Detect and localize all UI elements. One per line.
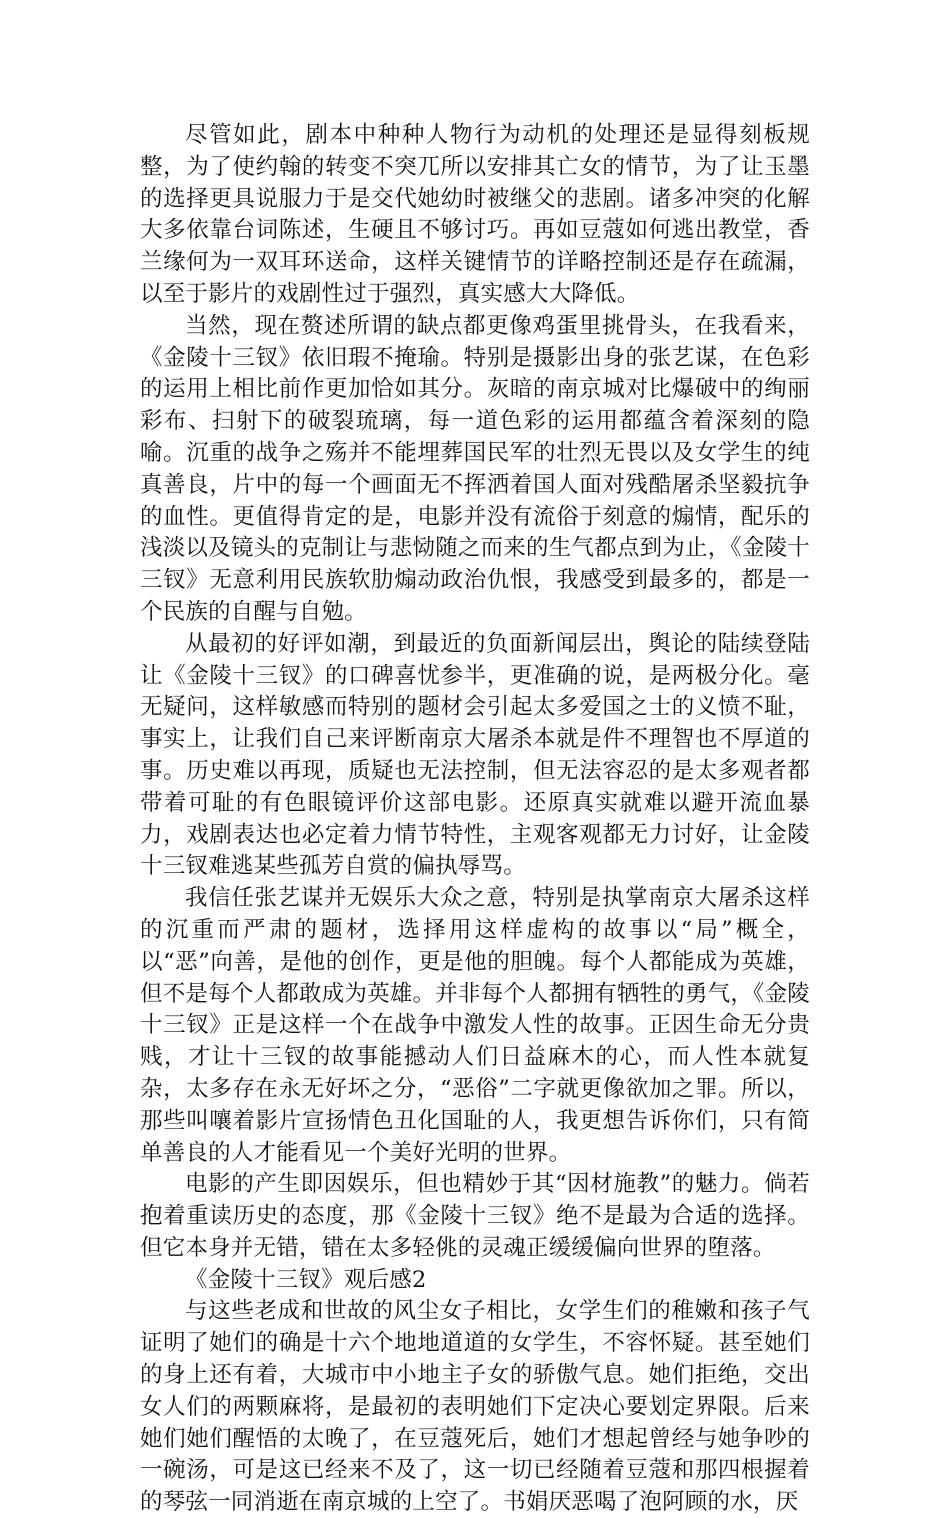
body-paragraph: 当然，现在赘述所谓的缺点都更像鸡蛋里挑骨头，在我看来，《金陵十三钗》依旧瑕不掩瑜。特别是摄影出身的张艺谋，在色彩的运用上相比前作更加恰如其分。灰暗的南京城对比爆破中的绚丽彩布、扫射下的破裂琉璃，每一道色彩的运用都蕴含着深刻的隐喻。沉重的战争之殇并不能埋葬国民军的壮烈无畏以及女学生的纯真善良，片中的每一个画面无不挥洒着国人面对残酷屠杀坚毅抗争的血性。更值得肯定的是，电影并没有流俗于刻意的煽情，配乐的浅淡以及镜头的克制让与悲恸随之而来的生气都点到为止，《金陵十三钗》无意利用民族软肋煽动政治仇恨，我感受到最多的，都是一个民族的自醒与自勉。 — [140, 312, 810, 625]
body-paragraph: 从最初的好评如潮，到最近的负面新闻层出，舆论的陆续登陆让《金陵十三钗》的口碑喜忧参半，更准确的说，是两极分化。毫无疑问，这样敏感而特别的题材会引起太多爱国之士的义愤不耻，事实上，让我们自己来评断南京大屠杀本就是件不理智也不厚道的事。历史难以再现，质疑也无法控制，但无法容忍的是太多观者都带着可耻的有色眼镜评价这部电影。还原真实就难以避开流血暴力，戏剧表达也必定着力情节特性，主观客观都无力讨好，让金陵十三钗难逃某些孤芳自赏的偏执辱骂。 — [140, 630, 810, 880]
document-page — [140, 120, 810, 1519]
body-paragraph: 尽管如此，剧本中种种人物行为动机的处理还是显得刻板规整，为了使约翰的转变不突兀所以安排其亡女的情节，为了让玉墨的选择更具说服力于是交代她幼时被继父的悲剧。诸多冲突的化解大多依靠台词陈述，生硬且不够讨巧。再如豆蔻如何逃出教堂，香兰缘何为一双耳环送命，这样关键情节的详略控制还是存在疏漏，以至于影片的戏剧性过于强烈，真实感大大降低。 — [140, 122, 810, 307]
body-paragraph: 我信任张艺谋并无娱乐大众之意，特别是执掌南京大屠杀这样的沉重而严肃的题材，选择用这样虚构的故事以“局”概全，以“恶”向善，是他的创作，更是他的胆魄。每个人都能成为英雄，但不是每个人都敢成为英雄。并非每个人都拥有牺牲的勇气，《金陵十三钗》正是这样一个在战争中激发人性的故事。正因生命无分贵贱，才让十三钗的故事能撼动人们日益麻木的心，而人性本就复杂，太多存在永无好坏之分，“恶俗”二字就更像欲加之罪。所以，那些叫嚷着影片宣扬情色丑化国耻的人，我更想告诉你们，只有简单善良的人才能看见一个美好光明的世界。 — [140, 885, 810, 1166]
body-paragraph: 电影的产生即因娱乐，但也精妙于其“因材施教”的魅力。倘若抱着重读历史的态度，那《金陵十三钗》绝不是最为合适的选择。但它本身并无错，错在太多轻佻的灵魂正缓缓偏向世界的堕落。 — [140, 1171, 810, 1261]
body-paragraph: 与这些老成和世故的风尘女子相比，女学生们的稚嫩和孩子气证明了她们的确是十六个地地道道的女学生，不容怀疑。甚至她们的身上还有着，大城市中小地主子女的骄傲气息。她们拒绝，交出女人们的两颗麻将，是最初的表明她们下定决心要划定界限。后来她们她们醒悟的太晚了，在豆蔻死后，她们才想起曾经与她争吵的一碗汤，可是这已经来不及了，这一切已经随着豆蔻和那四根握着的琴弦一同消逝在南京城的上空了。书娟厌恶喝了泡阿顾的水，厌 — [140, 1298, 810, 1516]
section-heading: 《金陵十三钗》观后感2 — [185, 1266, 427, 1293]
